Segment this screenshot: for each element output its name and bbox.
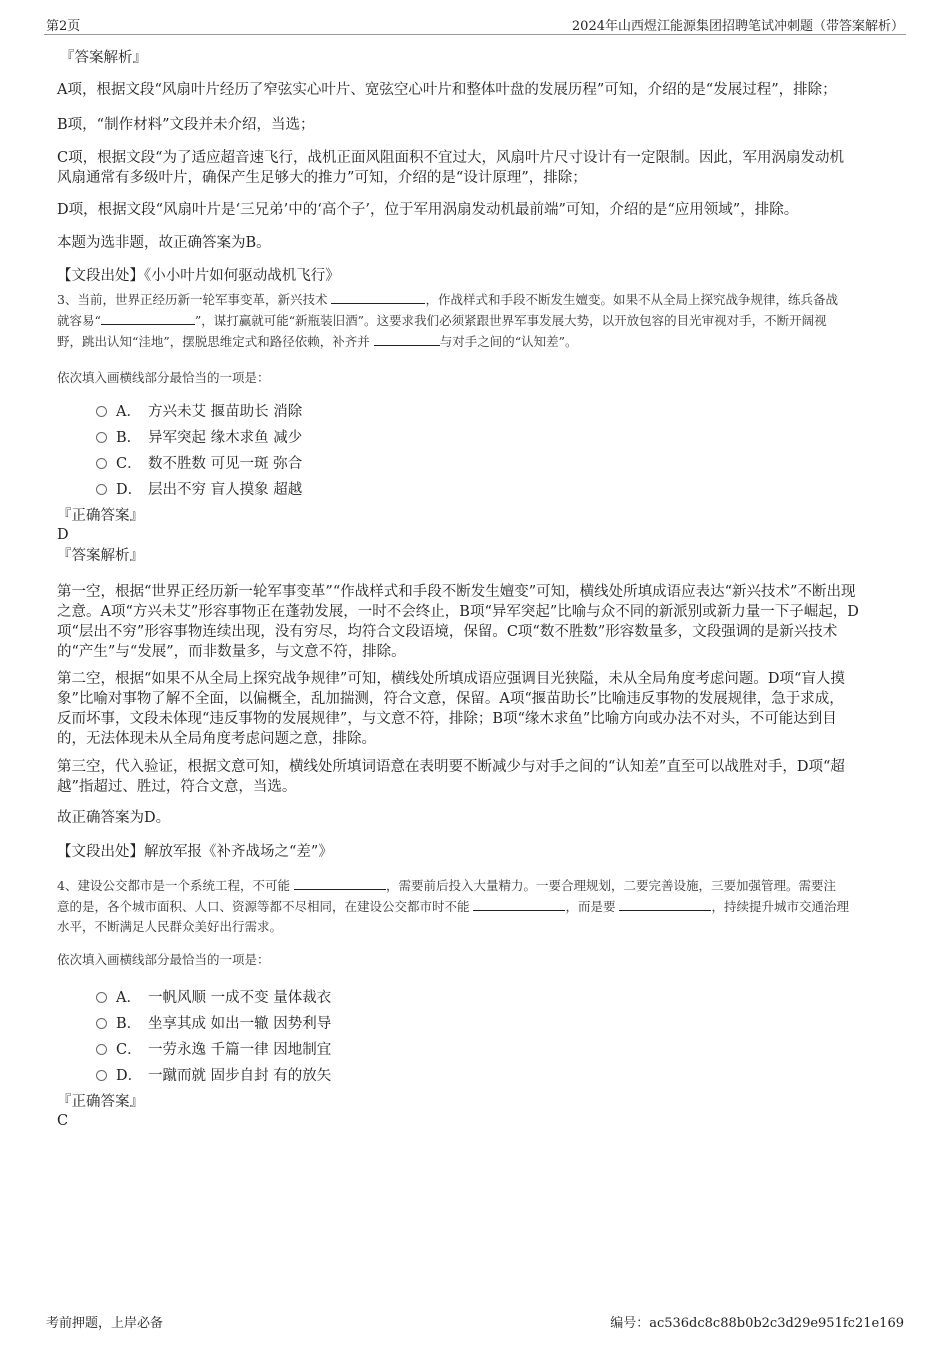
analysis-line: 之意。A项“方兴未艾”形容事物正在蓬勃发展，一时不会终止，B项“异军突起”比喻与众不同的新派别或新力量一下子崛起，D	[57, 604, 859, 620]
option-letter: C．	[116, 456, 142, 472]
radio-icon[interactable]	[96, 432, 107, 443]
analysis-conclusion: 本题为选非题，故正确答案为B。	[57, 235, 271, 251]
question-4-line2	[57, 897, 849, 917]
option-text: 一蹴而就 固步自封 有的放矢	[148, 1068, 332, 1084]
option-b[interactable]	[96, 1012, 331, 1032]
document-title: 2024年山西煜江能源集团招聘笔试冲刺题（带答案解析）	[571, 19, 904, 34]
analysis-line: 第三空，代入验证，根据文意可知，横线处所填词语意在表明要不断减少与对手之间的“认知差”直至可以战胜对手，D项“超	[57, 759, 845, 775]
analysis-paragraph-2	[57, 669, 845, 749]
analysis-line: 第一空，根据“世界正经历新一轮军事变革”“作战样式和手段不断发生嬗变”可知，横线处所填成语应表达“新兴技术”不断出现	[57, 584, 856, 600]
footer-slogan: 考前押题，上岸必备	[46, 1316, 164, 1331]
analysis-line: 第二空，根据“如果不从全局上探究战争规律”可知，横线处所填成语应强调目光狭隘，未从全局角度考虑问题。D项“盲人摸	[57, 671, 845, 687]
analysis-line: 项“层出不穷”形容事物连续出现，没有穷尽，均符合文段语境，保留。C项“数不胜数”形容数量多，文段强调的是新兴技术	[57, 624, 838, 640]
option-c[interactable]	[96, 1038, 331, 1058]
option-d[interactable]	[96, 478, 302, 498]
option-text: 数不胜数 可见一斑 弥合	[148, 456, 303, 472]
option-text: 方兴未艾 揠苗助长 消除	[148, 404, 303, 420]
question-4-line3: 水平，不断满足人民群众美好出行需求。	[57, 919, 283, 934]
option-d[interactable]	[96, 1064, 331, 1084]
question-3-line2	[57, 311, 827, 331]
option-text: 层出不穷 盲人摸象 超越	[148, 482, 303, 498]
option-letter: B．	[116, 1016, 142, 1032]
option-letter: D．	[116, 482, 143, 498]
fill-blank	[294, 876, 386, 890]
fill-blank	[374, 332, 440, 346]
option-a[interactable]	[96, 400, 302, 420]
analysis-a: A项，根据文段“风扇叶片经历了窄弦实心叶片、宽弦空心叶片和整体叶盘的发展历程”可知，介绍的是“发展过程”，排除；	[57, 82, 837, 98]
document-id: 编号：ac536dc8c88b0b2c3d29e951fc21e169	[610, 1316, 904, 1331]
q4-text: ，持续提升城市交通治理	[711, 899, 849, 914]
option-letter: D．	[116, 1068, 143, 1084]
analysis-d: D项，根据文段“风扇叶片是‘三兄弟’中的‘高个子’，位于军用涡扇发动机最前端”可知，介绍的是“应用领域”，排除。	[57, 202, 799, 218]
correct-answer-label: 『正确答案』	[57, 1094, 144, 1110]
radio-icon[interactable]	[96, 992, 107, 1003]
option-text: 异军突起 缘木求鱼 减少	[148, 430, 303, 446]
fill-blank	[101, 311, 195, 325]
analysis-line: 的“产生”与“发展”，而非数量多，与文意不符，排除。	[57, 644, 406, 660]
radio-icon[interactable]	[96, 1018, 107, 1029]
q4-text: 4、建设公交都市是一个系统工程，不可能	[57, 878, 294, 893]
q3-text: ，作战样式和手段不断发生嬗变。如果不从全局上探究战争规律，练兵备战	[425, 292, 838, 307]
q3-text: 野，跳出认知“洼地”，摆脱思维定式和路径依赖，补齐并	[57, 334, 374, 349]
q4-text: ，而是要	[565, 899, 620, 914]
analysis-b: B项，“制作材料”文段并未介绍，当选；	[57, 117, 315, 133]
page-header	[44, 12, 906, 35]
radio-icon[interactable]	[96, 1070, 107, 1081]
page-number: 第2页	[46, 19, 81, 34]
option-c[interactable]	[96, 452, 302, 472]
analysis-line: 反而坏事，文段未体现“违反事物的发展规律”，与文意不符，排除；B项“缘木求鱼”比喻方向或办法不对头，不可能达到目	[57, 711, 837, 727]
question-instruction: 依次填入画横线部分最恰当的一项是：	[57, 952, 270, 967]
option-letter: B．	[116, 430, 142, 446]
q3-text: 就容易“	[57, 313, 101, 328]
radio-icon[interactable]	[96, 1044, 107, 1055]
analysis-line: 的，无法体现未从全局角度考虑问题之意，排除。	[57, 731, 376, 747]
radio-icon[interactable]	[96, 458, 107, 469]
analysis-line: 越”指超过、胜过，符合文意，当选。	[57, 779, 297, 795]
analysis-c-line2: 风扇通常有多级叶片，确保产生足够大的推力”可知，介绍的是“设计原理”，排除；	[57, 170, 587, 186]
option-b[interactable]	[96, 426, 302, 446]
analysis-label: 『答案解析』	[60, 50, 147, 66]
fill-blank	[331, 290, 425, 304]
correct-answer: C	[57, 1113, 69, 1129]
option-text: 坐享其成 如出一辙 因势利导	[148, 1016, 332, 1032]
option-letter: A．	[116, 990, 141, 1006]
correct-answer: D	[57, 527, 69, 543]
question-instruction: 依次填入画横线部分最恰当的一项是：	[57, 370, 270, 385]
analysis-paragraph-1	[57, 582, 859, 662]
source-citation: 【文段出处】解放军报《补齐战场之“差”》	[57, 844, 333, 860]
analysis-paragraph-3	[57, 757, 845, 797]
question-4-line1	[57, 876, 836, 896]
option-a[interactable]	[96, 986, 331, 1006]
correct-answer-label: 『正确答案』	[57, 508, 144, 524]
analysis-line: 象”比喻对事物了解不全面，以偏概全，乱加揣测，符合文意，保留。A项“揠苗助长”比喻违反事物的发展规律，急于求成，	[57, 691, 844, 707]
q4-text: ，需要前后投入大量精力。一要合理规划，二要完善设施，三要加强管理。需要注	[385, 878, 836, 893]
fill-blank	[473, 897, 565, 911]
option-letter: C．	[116, 1042, 142, 1058]
question-3-line1	[57, 290, 838, 310]
option-text: 一劳永逸 千篇一律 因地制宜	[148, 1042, 332, 1058]
radio-icon[interactable]	[96, 406, 107, 417]
source-citation: 【文段出处】《小小叶片如何驱动战机飞行》	[57, 268, 340, 284]
question-3-line3	[57, 332, 578, 352]
radio-icon[interactable]	[96, 484, 107, 495]
option-letter: A．	[116, 404, 141, 420]
analysis-label: 『答案解析』	[57, 548, 144, 564]
q3-text: 3、当前，世界正经历新一轮军事变革，新兴技术	[57, 292, 332, 307]
q3-text: ”，谋打赢就可能“新瓶装旧酒”。这要求我们必须紧跟世界军事发展大势，以开放包容的目光审视对手，不断开阔视	[194, 313, 827, 328]
analysis-conclusion: 故正确答案为D。	[57, 810, 171, 826]
q4-text: 意的是，各个城市面积、人口、资源等都不尽相同，在建设公交都市时不能	[57, 899, 474, 914]
option-text: 一帆风顺 一成不变 量体裁衣	[148, 990, 332, 1006]
fill-blank	[619, 897, 711, 911]
analysis-c-line1: C项，根据文段“为了适应超音速飞行，战机正面风阻面积不宜过大，风扇叶片尺寸设计有一定限制。因此，军用涡扇发动机	[57, 150, 845, 166]
q3-text: 与对手之间的“认知差”。	[439, 334, 578, 349]
